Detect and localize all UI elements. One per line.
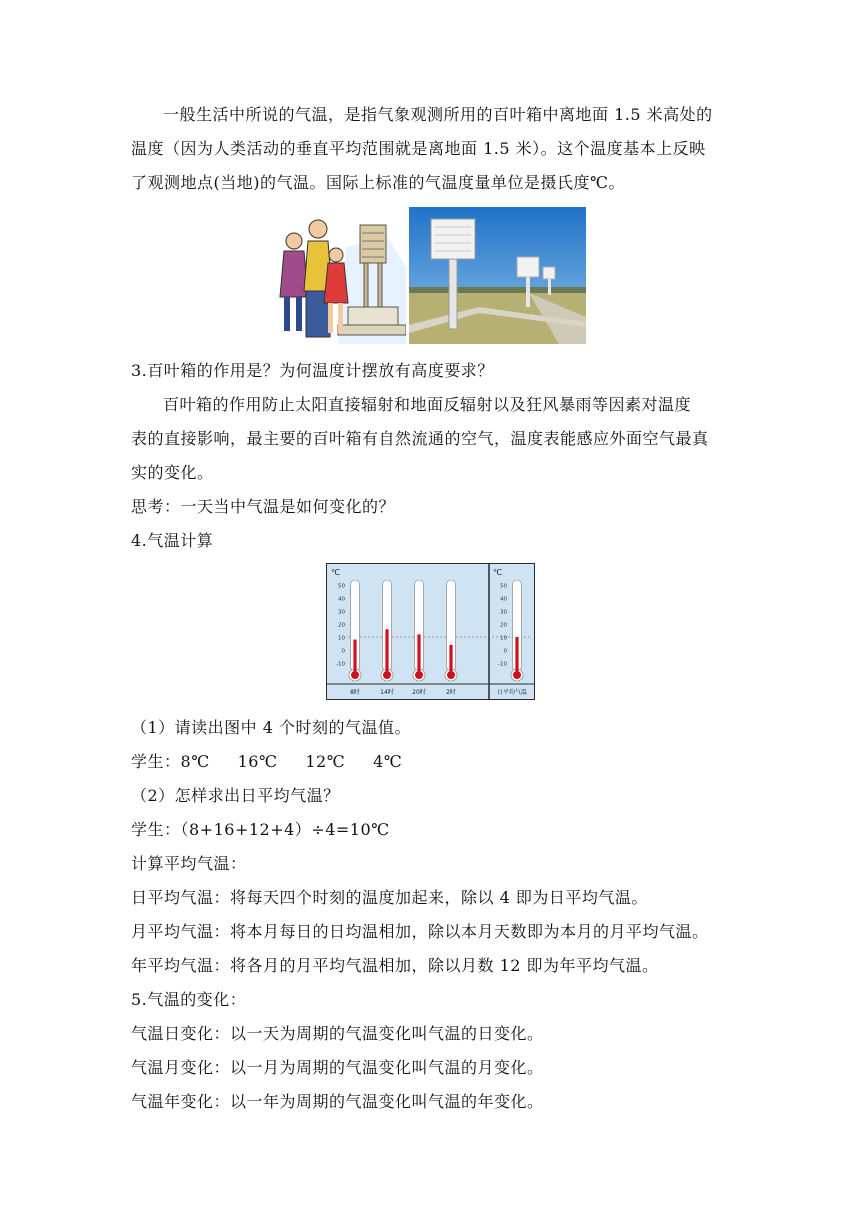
answer-value: 4℃ [373,752,403,771]
y-tick-label: 10 [338,635,345,642]
thermometer-chart-svg [326,563,535,700]
monthly-average-definition: 月平均气温：将本月每日的日均温相加，除以本月天数即为本月的月平均气温。 [131,922,709,941]
mercury-bar [449,645,452,673]
paragraph-line: 表的直接影响，最主要的百叶箱有自然流通的空气，温度表能感应外面空气最真 [131,429,709,448]
question-4-1: （1）请读出图中 4 个时刻的气温值。 [131,718,412,737]
answer-line-2: 学生：（8+16+12+4）÷4=10℃ [131,820,390,839]
y-tick-label: 30 [338,609,345,616]
mercury-bar [417,634,420,673]
section-heading-4: 4.气温计算 [131,531,214,550]
x-category-label: 2时 [446,689,456,696]
paragraph-line: 一般生活中所说的气温，是指气象观测所用的百叶箱中离地面 1.5 米高处的 [163,105,713,124]
answer-prefix: 学生： [131,752,181,771]
y-tick-label-right: 0 [503,648,507,655]
answer-value: 8℃ [180,752,210,771]
section-question-3: 3.百叶箱的作用是？为何温度计摆放有高度要求？ [131,361,494,380]
weather-station-photo [409,207,586,344]
y-tick-label: 0 [341,648,345,655]
paragraph-line: 温度（因为人类活动的垂直平均范围就是离地面 1.5 米）。这个温度基本上反映 [131,139,706,158]
unit-label-right: ℃ [493,568,502,577]
answer-line-1 [131,751,430,773]
monthly-change-definition: 气温月变化：以一月为周期的气温变化叫气温的月变化。 [131,1058,544,1077]
y-tick-label-right: 50 [500,583,507,590]
unit-label-left: ℃ [331,568,340,577]
y-tick-label-right: -10 [498,661,507,668]
y-tick-label-right: 20 [500,622,507,629]
cartoon-illustration [268,207,406,344]
y-tick-label: 40 [338,596,345,603]
mercury-bar [353,640,356,673]
y-tick-label-right: 30 [500,609,507,616]
think-question: 思考：一天当中气温是如何变化的？ [131,497,396,516]
question-4-2: （2）怎样求出日平均气温？ [131,786,340,805]
y-tick-label: -10 [336,661,345,668]
daily-change-definition: 气温日变化：以一天为周期的气温变化叫气温的日变化。 [131,1024,544,1043]
answer-value: 12℃ [305,752,346,771]
x-category-label: 20时 [412,689,426,696]
paragraph-line: 了观测地点(当地)的气温。国际上标准的气温度量单位是摄氏度℃。 [131,173,625,192]
calc-title: 计算平均气温： [131,854,247,873]
y-tick-label-right: 40 [500,596,507,603]
yearly-change-definition: 气温年变化：以一年为周期的气温变化叫气温的年变化。 [131,1092,544,1111]
average-mercury-bar [515,637,518,673]
x-category-label: 8时 [350,689,360,696]
x-category-label: 14时 [380,689,394,696]
daily-average-definition: 日平均气温：将每天四个时刻的温度加起来，除以 4 即为日平均气温。 [131,888,648,907]
paragraph-line: 实的变化。 [131,463,214,482]
y-tick-label: 50 [338,583,345,590]
y-tick-label: 20 [338,622,345,629]
answer-value: 16℃ [237,752,278,771]
paragraph-line: 百叶箱的作用防止太阳直接辐射和地面反辐射以及狂风暴雨等因素对温度 [163,395,692,414]
section-heading-5: 5.气温的变化： [131,990,247,1009]
mercury-bar [385,629,388,673]
thermometer-chart [326,563,535,700]
average-label: 日平均气温 [496,689,528,696]
y-tick-label-right: 10 [500,635,507,642]
yearly-average-definition: 年平均气温：将各月的月平均气温相加，除以月数 12 即为年平均气温。 [131,956,659,975]
